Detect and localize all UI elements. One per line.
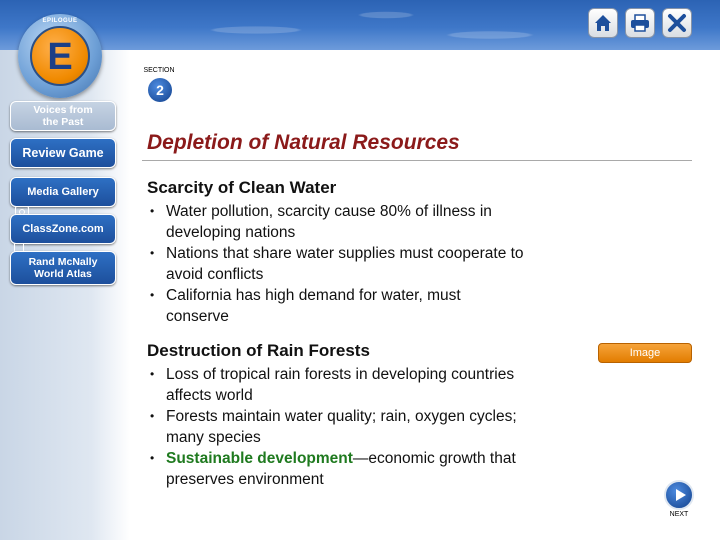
- media-gallery-button[interactable]: [10, 177, 116, 207]
- next-label: NEXT: [669, 511, 689, 518]
- classzone-label: ClassZone.com: [22, 223, 104, 235]
- review-game-button[interactable]: [10, 138, 116, 168]
- bullet-line: Loss of tropical rain forests in developing countries: [166, 366, 515, 383]
- sustainable-development-term: Sustainable development: [166, 450, 353, 467]
- close-icon: [666, 12, 688, 34]
- list-item: [150, 243, 524, 285]
- media-gallery-label: Media Gallery: [27, 186, 99, 198]
- voices-line2: the Past: [42, 116, 84, 128]
- list-item: [150, 406, 517, 448]
- bullet-line: —economic growth that: [352, 450, 516, 467]
- globe-watermark: [100, 0, 620, 50]
- home-button[interactable]: [588, 8, 618, 38]
- bullet-line: California has high demand for water, must: [166, 287, 461, 304]
- bullet-line: Nations that share water supplies must cooperate to: [166, 245, 524, 262]
- voices-line1: Voices from: [33, 104, 93, 116]
- section-number: 2: [148, 78, 172, 102]
- forest-heading: Destruction of Rain Forests: [147, 341, 370, 360]
- bullet-line: preserves environment: [166, 471, 324, 488]
- voices-from-the-past-button[interactable]: [10, 101, 116, 131]
- bullet-line: Water pollution, scarcity cause 80% of illness in: [166, 203, 492, 220]
- section-label: SECTION: [143, 67, 175, 74]
- list-item: [150, 448, 517, 490]
- bullet-line: affects world: [166, 387, 253, 404]
- forest-bullet-list: [150, 364, 517, 490]
- list-item: [150, 201, 524, 243]
- review-game-label: Review Game: [22, 146, 104, 160]
- badge-label: EPILOGUE: [42, 18, 78, 24]
- water-heading: Scarcity of Clean Water: [147, 178, 337, 197]
- water-bullet-list: [150, 201, 524, 327]
- play-arrow-icon: [673, 488, 687, 502]
- close-button[interactable]: [662, 8, 692, 38]
- atlas-line1: Rand McNally: [28, 256, 98, 268]
- world-atlas-button[interactable]: [10, 251, 116, 285]
- print-icon: [629, 12, 651, 34]
- bullet-line: many species: [166, 429, 261, 446]
- bullet-line: developing nations: [166, 224, 296, 241]
- bullet-line: avoid conflicts: [166, 266, 264, 283]
- badge-inner: [30, 26, 90, 86]
- image-button[interactable]: Image: [598, 343, 692, 363]
- list-item: [150, 364, 517, 406]
- badge-letter: E: [47, 36, 73, 78]
- print-button[interactable]: [625, 8, 655, 38]
- bullet-line: Forests maintain water quality; rain, oxygen cycles;: [166, 408, 517, 425]
- bullet-line: conserve: [166, 308, 229, 325]
- next-button[interactable]: [664, 480, 694, 510]
- title-divider: [142, 160, 692, 161]
- classzone-button[interactable]: [10, 214, 116, 244]
- home-icon: [592, 12, 614, 34]
- atlas-line2: World Atlas: [34, 268, 92, 280]
- epilogue-badge[interactable]: [18, 14, 102, 98]
- list-item: [150, 285, 524, 327]
- page-title: Depletion of Natural Resources: [147, 131, 460, 154]
